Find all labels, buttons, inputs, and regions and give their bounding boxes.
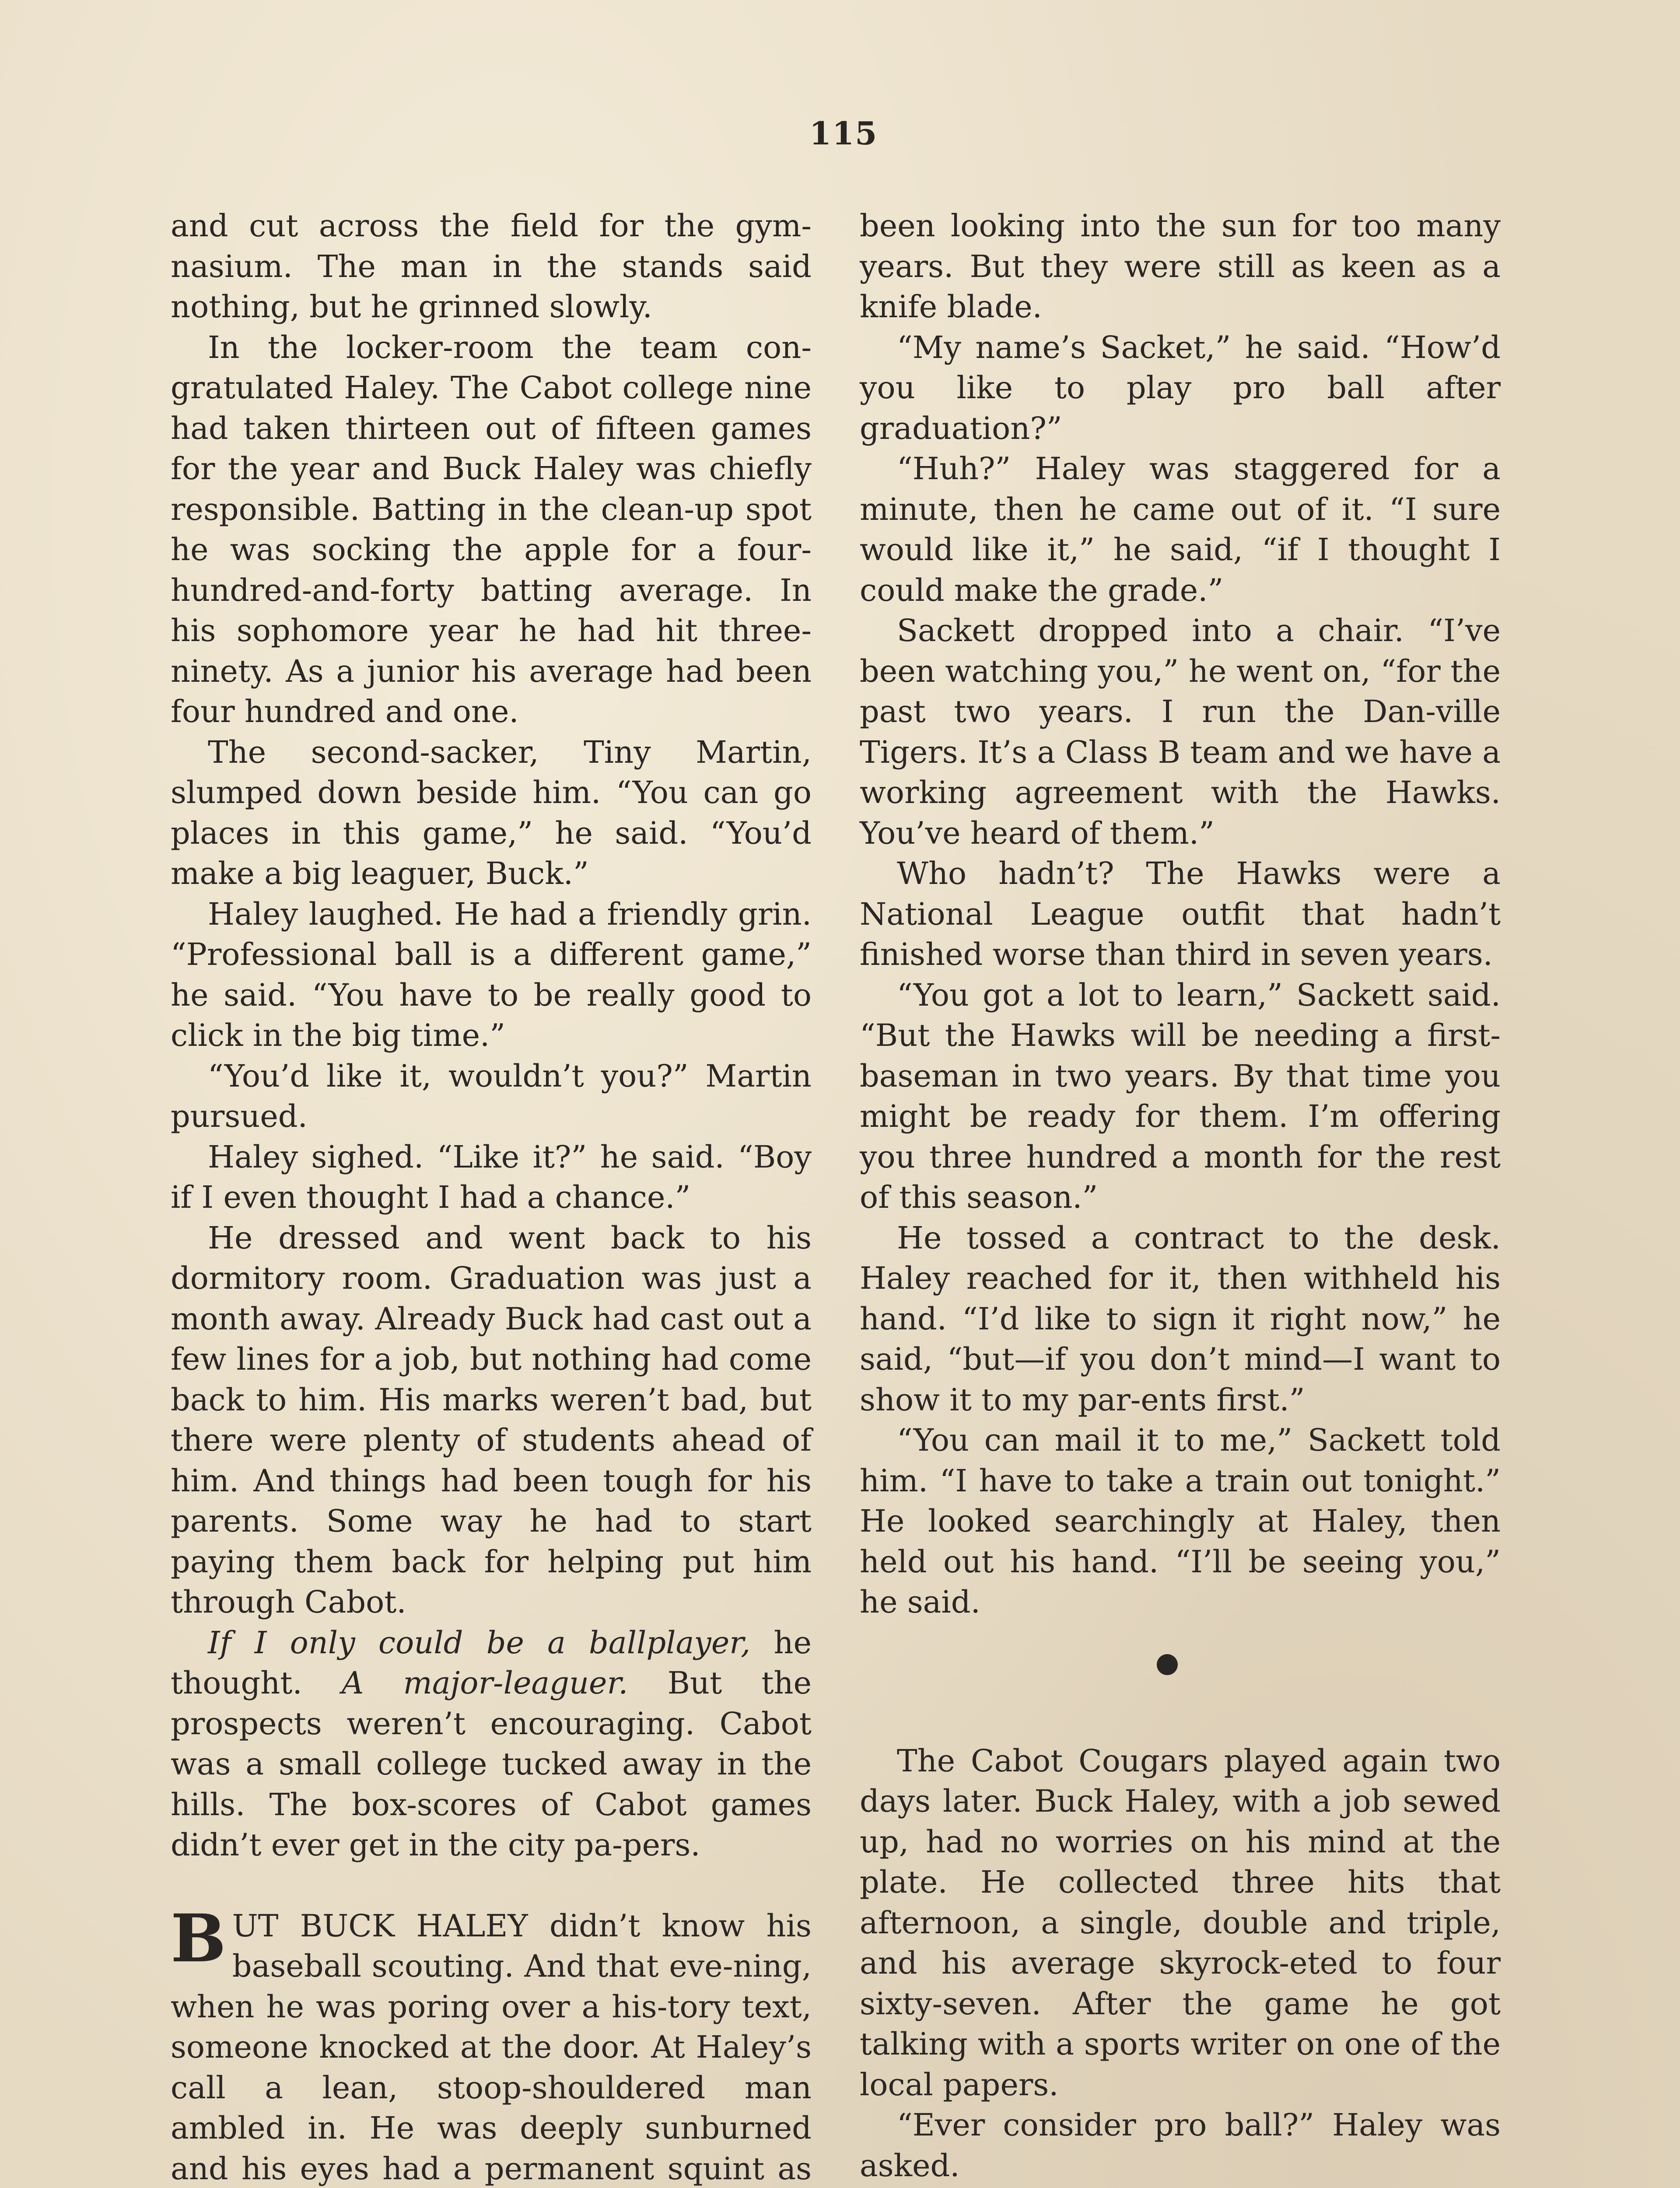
- paragraph-drop-cap: [171, 1900, 812, 2188]
- paragraph: and cut across the field for the gym-nasium. The man in the stands said nothing, but he grinned slowly.: [171, 208, 812, 325]
- italic-thought: If I only could be a ballplayer,: [208, 1624, 751, 1661]
- paragraph: “Huh?” Haley was staggered for a minute, then he came out of it. “I sure would like it,” he said, “if I thought I could make the grade.”: [860, 451, 1501, 608]
- text-span: didn’t know his baseball scouting. And that eve-ning, when he was poring over a his-tory text, someone knocked at the door. At Haley’s call a lean, stoop-shouldered man ambled in. He was deeply sunburned and his eyes had a permanent squint as: [171, 1907, 812, 2187]
- paragraph: The second-sacker, Tiny Martin, slumped down beside him. “You can go places in this game,” he said. “You’d make a big leaguer, Buck.”: [171, 734, 812, 891]
- text-span: he thought.: [171, 1624, 812, 1701]
- paragraph: “You’d like it, wouldn’t you?” Martin pursued.: [171, 1058, 812, 1134]
- paragraph: He dressed and went back to his dormitory room. Graduation was just a month away. Already Buck had cast out a few lines for a job, but nothing had come back to him. His marks weren’t bad, but there were plenty of students ahead of him. And things had been tough for his parents. Some way he had to start paying them back for helping put him through Cabot.: [171, 1220, 812, 1620]
- paragraph: Haley sighed. “Like it?” he said. “Boy if I even thought I had a chance.”: [171, 1139, 812, 1215]
- paragraph: “Ever consider pro ball?” Haley was asked.: [860, 2107, 1501, 2184]
- paragraph: [171, 1623, 812, 1865]
- paragraph: Sackett dropped into a chair. “I’ve been watching you,” he went on, “for the past two years. I run the Dan-ville Tigers. It’s a Class B team and we have a working agreement with the Hawks. You’ve heard of them.”: [860, 613, 1501, 851]
- section-gap: [860, 1675, 1501, 1741]
- paragraph: The Cabot Cougars played again two days later. Buck Haley, with a job sewed up, had no worries on his mind at the plate. He collected three hits that afternoon, a single, double and triple, and his average skyrock-eted to four sixty-seven. After the game he got talking with a sports writer on one of the local papers.: [860, 1743, 1501, 2103]
- drop-cap: B: [171, 1900, 226, 1977]
- paragraph: [860, 2186, 1501, 2188]
- paragraph: “My name’s Sacket,” he said. “How’d you like to play pro ball after graduation?”: [860, 329, 1501, 446]
- paragraph: “You can mail it to me,” Sackett told him. “I have to take a train out tonight.” He looked searchingly at Haley, then held out his hand. “I’ll be seeing you,” he said.: [860, 1422, 1501, 1620]
- paragraph: Haley laughed. He had a friendly grin. “Professional ball is a different game,” he said. “You have to be really good to click in the big time.”: [171, 896, 812, 1053]
- right-column: [860, 206, 1501, 2188]
- paragraph: “You got a lot to learn,” Sackett said. “But the Hawks will be needing a first-baseman in two years. By that time you might be ready for them. I’m offering you three hundred a month for the rest of this season.”: [860, 977, 1501, 1215]
- small-caps-lead: UT BUCK HALEY: [232, 1907, 528, 1944]
- left-column: [171, 206, 812, 2188]
- section-break-ornament: [1157, 1654, 1178, 1675]
- italic-thought: A major-leaguer.: [341, 1665, 628, 1701]
- paragraph: He tossed a contract to the desk. Haley reached for it, then withheld his hand. “I’d like to sign it right now,” he said, “but—if you don’t mind—I want to show it to my par-ents first.”: [860, 1220, 1501, 1418]
- paragraph: In the locker-room the team con-gratulated Haley. The Cabot college nine had taken thirteen out of fifteen games for the year and Buck Haley was chiefly responsible. Batting in the clean-up spot he was socking the apple for a four-hundred-and-forty batting average. In his sophomore year he had hit three-ninety. As a junior his average had been four hundred and one.: [171, 329, 812, 729]
- text-span: But the prospects weren’t encouraging. Cabot was a small college tucked away in the hills. The box-scores of Cabot games didn’t ever get in the city pa-pers.: [171, 1665, 812, 1863]
- paragraph: been looking into the sun for too many years. But they were still as keen as a knife blade.: [860, 208, 1501, 325]
- page-number: 115: [809, 115, 878, 152]
- paragraph: Who hadn’t? The Hawks were a National League outfit that hadn’t finished worse than third in seven years.: [860, 856, 1501, 972]
- section-gap: [171, 1865, 812, 1906]
